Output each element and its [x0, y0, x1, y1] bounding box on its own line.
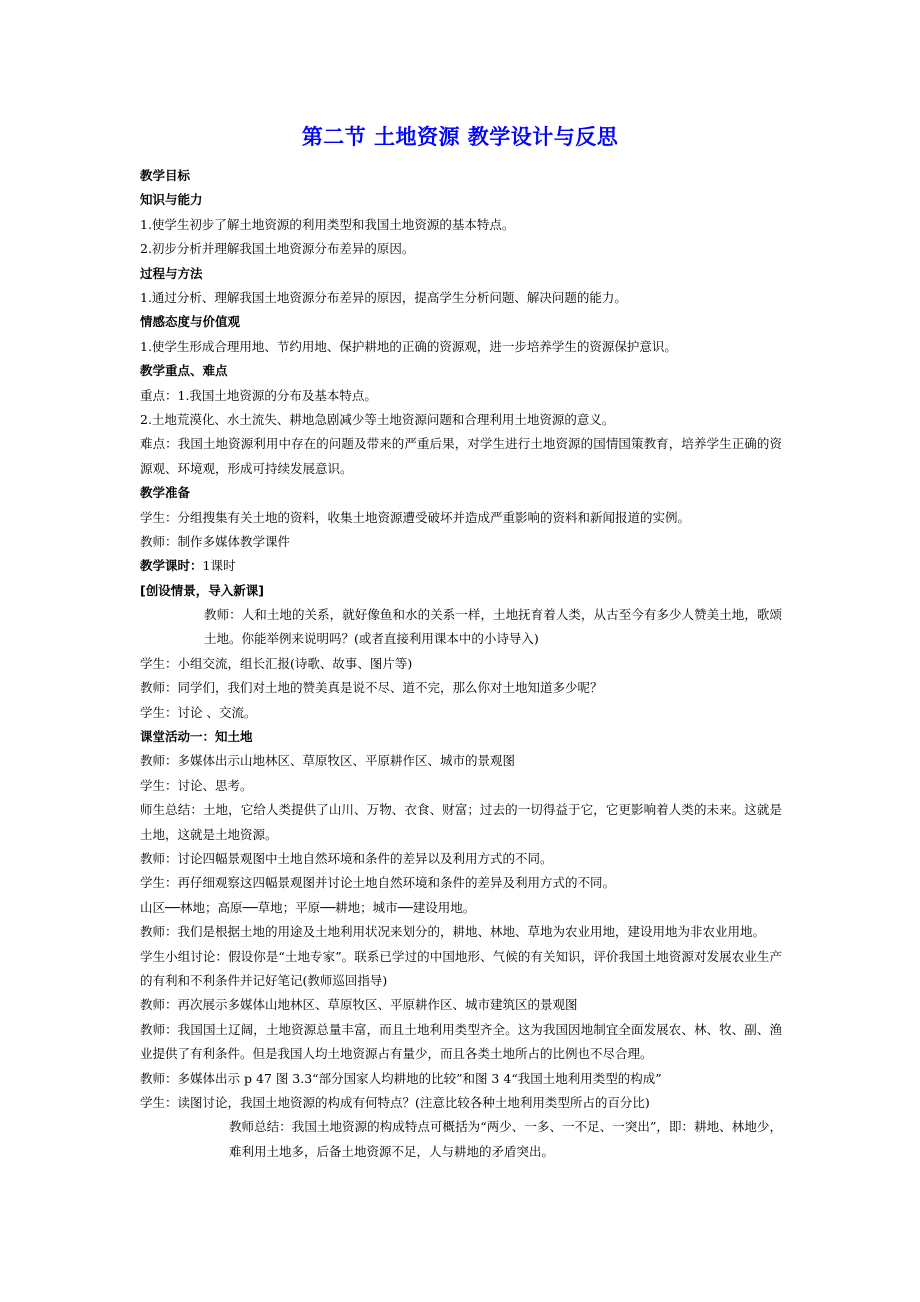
class-hours-value: 1课时 [202, 558, 236, 574]
class-hours-label: 教学课时： [140, 558, 203, 574]
paragraph: 教师：我们是根据土地的用途及土地利用状况来划分的，耕地、林地、草地为农业用地，建设用地为非农业用地。 [140, 924, 766, 940]
section-heading: 情感态度与价值观 [140, 314, 241, 330]
paragraph-line: 学生：讨论、思考。 [140, 777, 253, 793]
paragraph-line: 2.初步分析并理解我国土地资源分布差异的原因。 [140, 241, 415, 257]
paragraph-line: 2.土地荒漠化、水土流失、耕地急剧减少等土地资源问题和合理利用土地资源的意义。 [140, 411, 615, 427]
paragraph-line: 1.使学生形成合理用地、节约用地、保护耕地的正确的资源观，进一步培养学生的资源保护意识。 [140, 338, 677, 354]
paragraph-line: 学生：讨论 、交流。 [140, 704, 257, 720]
class-hours-line [140, 554, 782, 578]
paragraph-line: 教师：讨论四幅景观图中土地自然环境和条件的差异以及利用方式的不同。 [140, 851, 553, 867]
indented-paragraph: 教师：人和土地的关系，就好像鱼和水的关系一样，土地抚育着人类，从古至今有多少人赞美土地，歌颂土地。你能举例来说明吗？(或者直接利用课本中的小诗导入) [204, 607, 782, 647]
paragraph-line: 教师：多媒体出示 p 47 图 3.3“部分国家人均耕地的比较”和图 3 4“我国土地利用类型的构成” [140, 1070, 662, 1086]
paragraph-line: 教师：同学们，我们对土地的赞美真是说不尽、道不完，那么你对土地知道多少呢？ [140, 680, 603, 696]
paragraph-line: 学生：分组搜集有关土地的资料，收集土地资源遭受破坏并造成严重影响的资料和新闻报道的实例。 [140, 509, 691, 525]
indented-paragraph: 教师总结：我国土地资源的构成特点可概括为“两少、一多、一不足、一突出”，即：耕地、林地少，难利用土地多，后备土地资源不足，人与耕地的矛盾突出。 [229, 1119, 782, 1159]
section-heading: 知识与能力 [140, 192, 203, 208]
section-heading: 教学准备 [140, 485, 191, 501]
paragraph-line: 1.使学生初步了解土地资源的利用类型和我国土地资源的基本特点。 [140, 216, 515, 232]
paragraph-line: 山区──林地；高原──草地；平原──耕地；城市──建设用地。 [140, 899, 476, 915]
paragraph-line: 教师：再次展示多媒体山地林区、草原牧区、平原耕作区、城市建筑区的景观图 [140, 997, 578, 1013]
section-heading: [创设情景，导入新课] [140, 582, 264, 598]
paragraph-line: 重点：1.我国土地资源的分布及基本特点。 [140, 387, 377, 403]
paragraph-line: 学生：再仔细观察这四幅景观图并讨论土地自然环境和条件的差异及利用方式的不同。 [140, 875, 616, 891]
paragraph-line: 教师：多媒体出示山地林区、草原牧区、平原耕作区、城市的景观图 [140, 753, 516, 769]
paragraph: 师生总结：土地，它给人类提供了山川、万物、衣食、财富；过去的一切得益于它，它更影响着人类的未来。这就是土地，这就是土地资源。 [140, 802, 782, 842]
section-heading: 教学重点、难点 [140, 363, 228, 379]
document-title: 第二节 土地资源 教学设计与反思 [301, 125, 619, 149]
section-heading: 过程与方法 [140, 265, 203, 281]
paragraph-line: 学生：小组交流，组长汇报(诗歌、故事、图片等) [140, 655, 413, 671]
paragraph: 教师：我国国土辽阔，土地资源总量丰富，而且土地利用类型齐全。这为我国因地制宜全面发展农、林、牧、副、渔业提供了有利条件。但是我国人均土地资源占有量少，而且各类土地所占的比例也不尽合理。 [140, 1021, 782, 1062]
paragraph-line: 学生：读图讨论，我国土地资源的构成有何特点？(注意比较各种土地利用类型所占的百分比) [140, 1095, 650, 1111]
paragraph: 难点：我国土地资源利用中存在的问题及带来的严重后果，对学生进行土地资源的国情国策教育，培养学生正确的资源观、环境观，形成可持续发展意识。 [140, 436, 782, 476]
section-heading: 课堂活动一：知土地 [140, 729, 253, 745]
paragraph: 学生小组讨论：假设你是“土地专家”。联系已学过的中国地形、气候的有关知识，评价我国土地资源对发展农业生产的有利和不利条件并记好笔记(教师巡回指导) [140, 948, 782, 989]
document-body [140, 164, 782, 1164]
paragraph-line: 1.通过分析、理解我国土地资源分布差异的原因，提高学生分析问题、解决问题的能力。 [140, 289, 627, 305]
paragraph-line: 教师：制作多媒体教学课件 [140, 533, 291, 549]
section-heading: 教学目标 [140, 168, 191, 183]
